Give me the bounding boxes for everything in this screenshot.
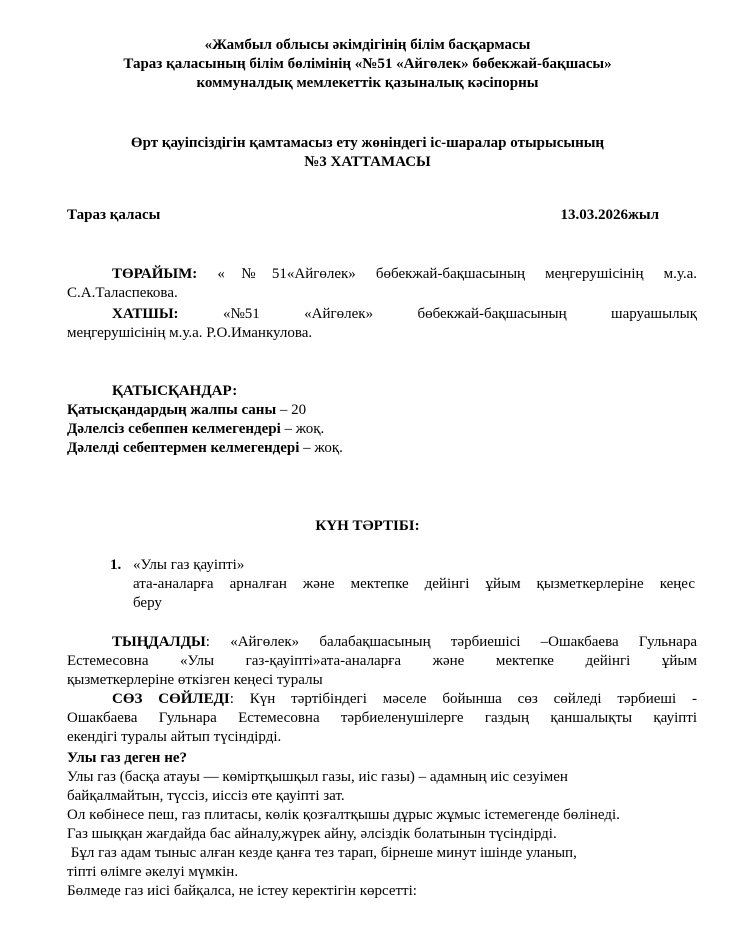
participants-unexcused [67, 420, 697, 439]
org-header-line-2: Тараз қаласының білім бөлімінің «№51 «Айгөлек» бөбекжай-бақшасы» [123, 56, 612, 72]
agenda-item-number: 1. [110, 557, 122, 573]
spoke-text: : Күн тәртібіндегі мәселе бойынша сөз сөйледі тәрбиеші - [229, 691, 697, 707]
listened-line-2: Естемесовна «Улы газ-қауіпті»ата-аналарға және мектепке дейінгі ұйым [67, 653, 697, 669]
listened-label: ТЫҢДАЛДЫ [112, 634, 206, 650]
spoke-label: СӨЗ СӨЙЛЕДІ [112, 691, 230, 707]
spoke-line-1 [67, 690, 697, 709]
participants-unexcused-value: – жоқ. [280, 421, 325, 437]
gas-paragraph-2: байқалмайтын, түссіз, иіссіз өте қауіпті зат. [67, 788, 345, 804]
participants-excused [67, 439, 697, 458]
participants-total-value: – 20 [276, 402, 307, 418]
gas-paragraph-3: Ол көбінесе пеш, газ плитасы, көлік қозғалтқышы дұрыс жұмыс істемегенде бөлінеді. [67, 807, 620, 823]
secretary-word-4: шаруашылық [611, 306, 697, 322]
agenda-item-line-2: ата-аналарға арналған және мектепке дейінгі ұйым қызметкерлеріне кеңес [133, 576, 695, 592]
agenda-item [110, 556, 695, 613]
chair-line-1 [67, 265, 697, 284]
secretary-line-1 [67, 305, 697, 324]
participants-total [67, 401, 697, 420]
document-title-line-2: №3 ХАТТАМАСЫ [304, 154, 431, 170]
gas-paragraph-4: Газ шыққан жағдайда бас айналу,жүрек айну, әлсіздік болатынын түсіндірді. [67, 826, 557, 842]
participants-excused-label: Дәлелді себептермен келмегендері [67, 440, 300, 456]
secretary-name: меңгерушісінің м.у.а. Р.О.Иманкулова. [67, 325, 313, 341]
spoke-block [67, 690, 697, 747]
participants-unexcused-label: Дәлелсіз себеппен келмегендері [67, 421, 281, 437]
agenda-item-title-row [110, 556, 695, 575]
secretary-word-3: бөбекжай-бақшасының [417, 306, 567, 322]
place-label: Тараз қаласы [67, 207, 161, 223]
gas-paragraph-7: Бөлмеде газ иісі байқалса, не істеу керектігін көрсетті: [67, 883, 417, 899]
chair-label: ТӨРАЙЫМ: [112, 266, 198, 282]
gas-paragraph-6: тіпті өлімге әкелуі мүмкін. [67, 864, 239, 880]
secretary-word-1: «№51 [222, 306, 260, 322]
gas-section [67, 749, 707, 901]
chair-block [67, 265, 697, 303]
org-header-line-1: «Жамбыл облысы әкімдігінің білім басқармасы [204, 37, 531, 53]
listened-line-1 [67, 633, 697, 652]
listened-block [67, 633, 697, 690]
participants-excused-value: – жоқ. [299, 440, 343, 456]
participants-heading: ҚАТЫСҚАНДАР: [112, 383, 238, 399]
date-label: 13.03.2026жыл [560, 207, 659, 223]
listened-line-3: қызметкерлеріне өткізген кеңесі туралы [67, 672, 323, 688]
spoke-line-2: Ошакбаева Гульнара Естемесовна тәрбиеленушілерге газдың қаншалықты қауіпті [67, 710, 697, 726]
secretary-block [67, 305, 697, 343]
participants-block [67, 382, 697, 458]
org-header [0, 36, 735, 93]
place-date-row [67, 207, 659, 224]
spoke-line-3: екендігі туралы айтып түсіндірді. [67, 729, 282, 745]
agenda-heading: КҮН ТӘРТІБІ: [315, 518, 420, 534]
secretary-label: ХАТШЫ: [112, 306, 179, 322]
org-header-line-3: коммуналдық мемлекеттік қазыналық кәсіпорны [196, 75, 539, 91]
gas-paragraph-1: Улы газ (басқа атауы — көміртқышқыл газы, иіс газы) – адамның иіс сезуімен [67, 769, 568, 785]
document-title [0, 134, 735, 172]
chair-text: «№51«Айгөлек» бөбекжай-бақшасының меңгерушісінің м.у.а. [217, 266, 697, 282]
agenda-item-title: «Улы газ қауіпті» [133, 557, 245, 573]
gas-paragraph-5: Бұл газ адам тыныс алған кезде қанға тез тарап, бірнеше минут ішінде уланып, [67, 845, 577, 861]
chair-name: С.А.Таласпекова. [67, 285, 178, 301]
gas-question: Улы газ деген не? [67, 750, 187, 766]
document-title-line-1: Өрт қауіпсіздігін қамтамасыз ету жөніндегі іс-шаралар отырысының [130, 135, 605, 151]
agenda-item-line-3: беру [133, 595, 162, 611]
secretary-word-2: «Айгөлек» [304, 306, 374, 322]
listened-text: : «Айгөлек» балабақшасының тәрбиешісі –Ошакбаева Гульнара [205, 634, 697, 650]
participants-total-label: Қатысқандардың жалпы саны [67, 402, 277, 418]
